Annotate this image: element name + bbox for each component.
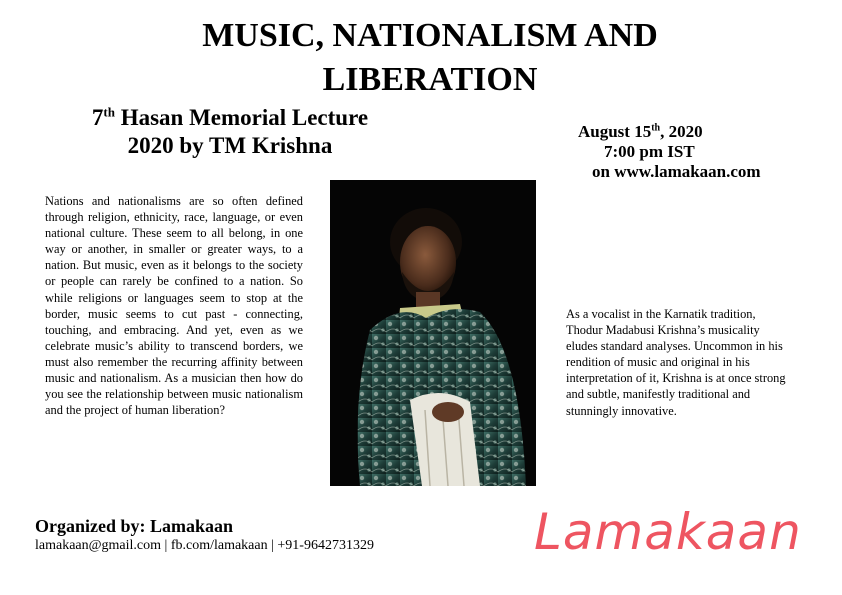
speaker-photo	[330, 180, 536, 486]
lecture-line-1	[30, 104, 430, 132]
event-time: 7:00 pm IST	[604, 142, 695, 161]
organizer-line: Organized by: Lamakaan	[35, 516, 234, 536]
event-details	[578, 122, 818, 182]
event-date	[578, 122, 818, 142]
lecture-ordinal: 7	[91, 105, 104, 130]
lecture-heading	[30, 104, 430, 160]
contact-info: lamakaan@gmail.com | fb.com/lamakaan | +91-9642731329	[35, 538, 374, 553]
event-date-suffix: th	[651, 122, 661, 134]
lecture-ordinal-suffix: th	[103, 104, 115, 120]
speaker-bio: As a vocalist in the Karnatik tradition, Thodur Madabusi Krishna’s musicality eludes standard analyses. Uncommon in his rendition of music and original in his interpretation of it, Krishna is at once strong and subtle, manifestly traditional and stunningly innovative.	[566, 307, 786, 418]
poster-title: MUSIC, NATIONALISM AND LIBERATION	[202, 17, 658, 98]
speaker-portrait-illustration	[330, 180, 536, 486]
event-date-year: , 2020	[660, 122, 703, 141]
lamakaan-logo: Lamakaan	[534, 503, 802, 561]
lecture-line-2: 2020 by TM Krishna	[127, 133, 333, 158]
event-date-day: August 15	[578, 122, 652, 141]
lecture-description: Nations and nationalisms are so often defined through religion, ethnicity, race, language, or even national culture. These seem to all belong, in one way or another, in smaller or greater ways, to a nation. But music, even as it belongs to the society or people can rarely be confined to a nation. So while religions or languages seem to stop at the border, music seems to cut past - connecting, touching, and embracing. And yet, even as we celebrate music’s ability to transcend borders, we must also remember the recurring affinity between music and nationalism. As a musician then how do you see the relationship between music nationalism and the project of human liberation?	[45, 194, 303, 418]
lecture-name: Hasan Memorial Lecture	[114, 105, 369, 130]
event-venue: on www.lamakaan.com	[592, 162, 761, 181]
